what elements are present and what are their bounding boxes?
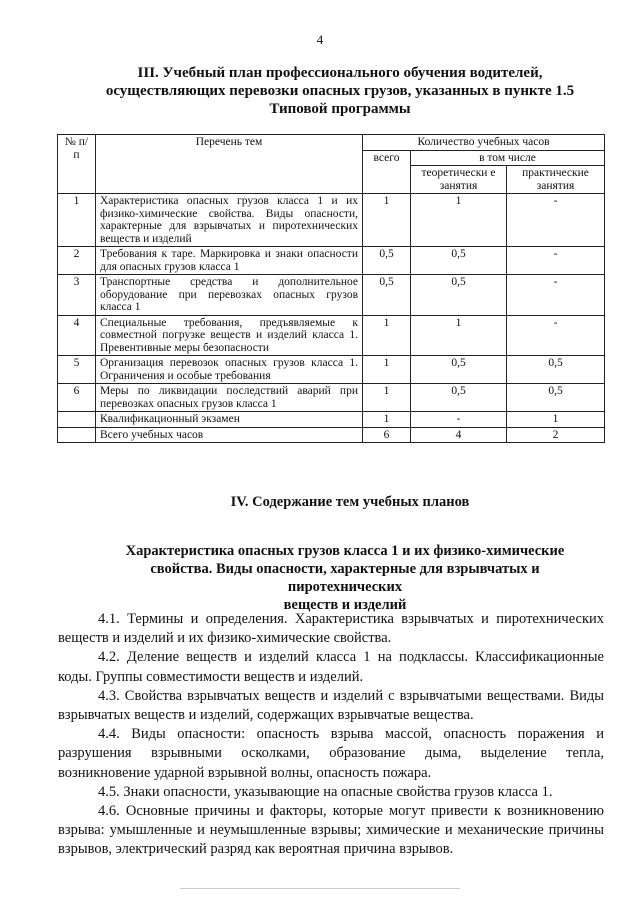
row-topic: Характеристика опасных грузов класса 1 и их физико-химические свойства. Виды опасности, характерные для взрывчатых и пиротехнических веществ и изделий	[96, 194, 363, 247]
paragraph-4-3: 4.3. Свойства взрывчатых веществ и изделий с взрывчатыми веществами. Виды взрывчатых веществ и изделий, содержащих взрывчатые вещества.	[58, 687, 604, 724]
row-topic: Требования к таре. Маркировка и знаки опасности для опасных грузов класса 1	[96, 247, 363, 275]
exam-row	[58, 412, 605, 428]
topic1-title-line3: веществ и изделий	[283, 597, 407, 613]
header-total: всего	[363, 150, 411, 194]
table-row	[58, 384, 605, 412]
row-total: 1	[363, 315, 411, 356]
row-practice: 0,5	[507, 356, 605, 384]
row-practice: -	[507, 194, 605, 247]
row-num: 1	[58, 194, 96, 247]
page-number: 4	[316, 32, 324, 47]
sum-practice: 2	[507, 427, 605, 443]
row-topic: Специальные требования, предъявляемые к совместной погрузке веществ и изделий класса 1. Превентивные меры безопасности	[96, 315, 363, 356]
row-topic: Меры по ликвидации последствий аварий при перевозках опасных грузов класса 1	[96, 384, 363, 412]
header-num: № п/п	[58, 135, 96, 194]
row-theory: 0,5	[411, 356, 507, 384]
exam-practice: 1	[507, 412, 605, 428]
sum-num	[58, 427, 96, 443]
sum-total: 6	[363, 427, 411, 443]
paragraph-4-1: 4.1. Термины и определения. Характеристика взрывчатых и пиротехнических веществ и изделий и их физико-химические свойства.	[58, 611, 604, 647]
header-theory: теоретически е занятия	[411, 166, 507, 194]
row-theory: 1	[411, 194, 507, 247]
sum-label: Всего учебных часов	[96, 427, 363, 443]
paragraph-4-5: 4.5. Знаки опасности, указывающие на опасные свойства грузов класса 1.	[98, 783, 553, 800]
table-row	[58, 315, 605, 356]
row-practice: -	[507, 247, 605, 275]
table-row	[58, 247, 605, 275]
section3-title-line2: осуществляющих перевозки опасных грузов, указанных в пункте 1.5	[105, 83, 575, 99]
row-theory: 0,5	[411, 384, 507, 412]
row-practice: 0,5	[507, 384, 605, 412]
row-total: 1	[363, 384, 411, 412]
row-total: 1	[363, 356, 411, 384]
section4-title: IV. Содержание тем учебных планов	[230, 494, 470, 510]
section3-title-line1: III. Учебный план профессионального обучения водителей,	[137, 65, 543, 81]
exam-label: Квалификационный экзамен	[96, 412, 363, 428]
paragraph-4-6: 4.6. Основные причины и факторы, которые могут привести к возникновению взрыва: умышленные и неумышленные взрывы; химические и механические причины взрывов, электрический разряд как вероятная причина взрывов.	[58, 803, 604, 858]
scan-artifact-line	[180, 888, 460, 889]
curriculum-table	[57, 134, 605, 443]
paragraph-4-2: 4.2. Деление веществ и изделий класса 1 на подклассы. Классификационные коды. Группы совместимости веществ и изделий.	[58, 649, 604, 685]
topic1-content	[58, 610, 604, 860]
row-num: 5	[58, 356, 96, 384]
row-theory: 0,5	[411, 247, 507, 275]
table-row	[58, 194, 605, 247]
sum-theory: 4	[411, 427, 507, 443]
row-practice: -	[507, 275, 605, 316]
row-theory: 1	[411, 315, 507, 356]
exam-num	[58, 412, 96, 428]
row-num: 6	[58, 384, 96, 412]
header-hours: Количество учебных часов	[363, 135, 605, 151]
paragraph-4-4: 4.4. Виды опасности: опасность взрыва массой, опасность поражения и разрушения взрывными осколками, образование дыма, выделение тепла, возникновение ударной взрывной волны, опасность пожара.	[58, 726, 604, 781]
table-row	[58, 275, 605, 316]
topic1-title	[100, 542, 590, 614]
topic1-title-line1: Характеристика опасных грузов класса 1 и их физико-химические	[125, 543, 565, 559]
exam-total: 1	[363, 412, 411, 428]
row-num: 2	[58, 247, 96, 275]
table-row	[58, 356, 605, 384]
row-total: 0,5	[363, 275, 411, 316]
header-practice: практические занятия	[507, 166, 605, 194]
header-topics: Перечень тем	[96, 135, 363, 194]
row-total: 0,5	[363, 247, 411, 275]
exam-theory: -	[411, 412, 507, 428]
row-total: 1	[363, 194, 411, 247]
row-theory: 0,5	[411, 275, 507, 316]
row-practice: -	[507, 315, 605, 356]
row-topic: Транспортные средства и дополнительное оборудование при перевозках опасных грузов класса 1	[96, 275, 363, 316]
row-num: 4	[58, 315, 96, 356]
section3-title-line3: Типовой программы	[269, 101, 411, 117]
topic1-title-line2: свойства. Виды опасности, характерные для взрывчатых и пиротехнических	[150, 561, 540, 595]
sum-row	[58, 427, 605, 443]
row-topic: Организация перевозок опасных грузов класса 1. Ограничения и особые требования	[96, 356, 363, 384]
header-including: в том числе	[411, 150, 605, 166]
row-num: 3	[58, 275, 96, 316]
section3-title	[80, 64, 600, 118]
